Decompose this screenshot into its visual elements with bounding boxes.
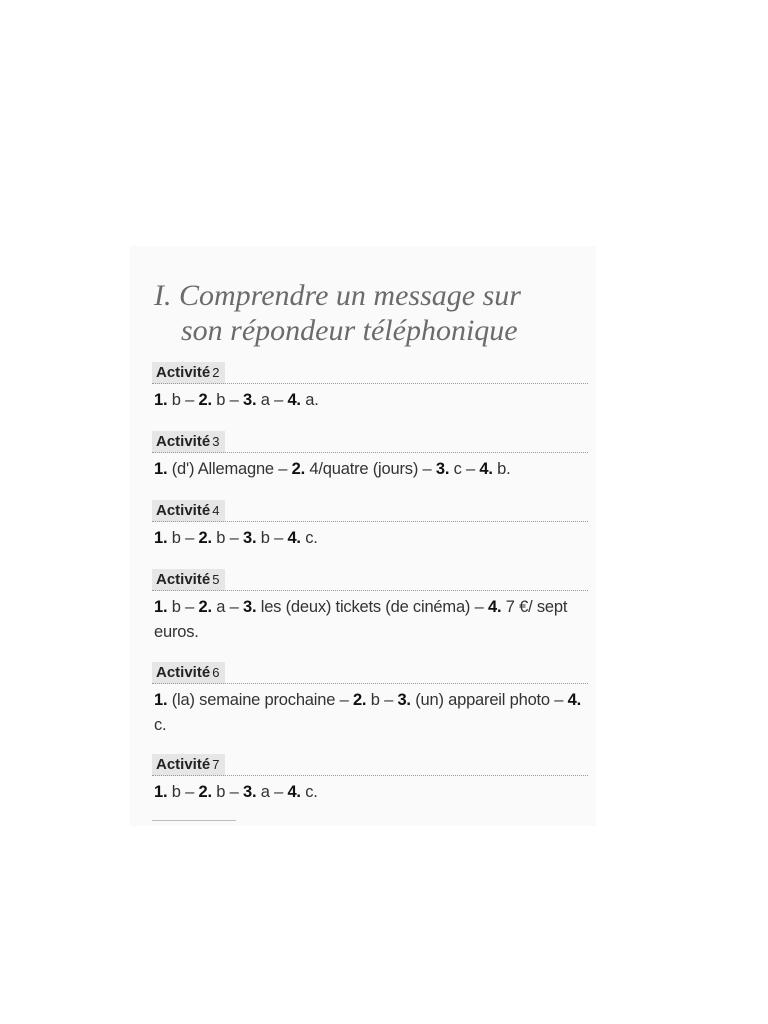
title-line-2: son répondeur téléphonique xyxy=(181,314,518,347)
dotted-rule xyxy=(152,683,588,684)
activity-label: Activité 7 xyxy=(152,754,225,776)
activity-answers: 1. b – 2. b – 3. a – 4. c. xyxy=(154,783,318,801)
activity-label: Activité 4 xyxy=(152,500,225,522)
activity-label: Activité 5 xyxy=(152,569,225,591)
activity-section xyxy=(152,754,588,805)
activity-label: Activité 3 xyxy=(152,431,225,453)
activity-section xyxy=(152,500,588,551)
page-title xyxy=(154,278,521,348)
activity-header xyxy=(152,569,588,591)
activity-header xyxy=(152,662,588,684)
activity-header xyxy=(152,754,588,776)
activity-answers: 1. b – 2. b – 3. b – 4. c. xyxy=(154,529,318,547)
activity-answers: 1. b – 2. b – 3. a – 4. a. xyxy=(154,391,319,409)
title-line-1: I. Comprendre un message sur xyxy=(154,279,521,312)
activity-label: Activité 6 xyxy=(152,662,225,684)
dotted-rule xyxy=(152,590,588,591)
activity-section xyxy=(152,662,588,738)
activity-label: Activité 2 xyxy=(152,362,225,384)
activity-header xyxy=(152,431,588,453)
activity-header xyxy=(152,362,588,384)
activity-answers: 1. (la) semaine prochaine – 2. b – 3. (un) appareil photo – 4. c. xyxy=(154,691,582,734)
activity-header xyxy=(152,500,588,522)
dotted-rule xyxy=(152,521,588,522)
end-rule xyxy=(152,820,236,821)
activity-section xyxy=(152,431,588,482)
dotted-rule xyxy=(152,383,588,384)
dotted-rule xyxy=(152,452,588,453)
activity-section xyxy=(152,569,588,645)
activity-answers: 1. (d') Allemagne – 2. 4/quatre (jours) – 3. c – 4. b. xyxy=(154,460,511,478)
activity-answers: 1. b – 2. a – 3. les (deux) tickets (de cinéma) – 4. 7 €/ sept euros. xyxy=(154,598,568,641)
dotted-rule xyxy=(152,775,588,776)
activity-section xyxy=(152,362,588,413)
